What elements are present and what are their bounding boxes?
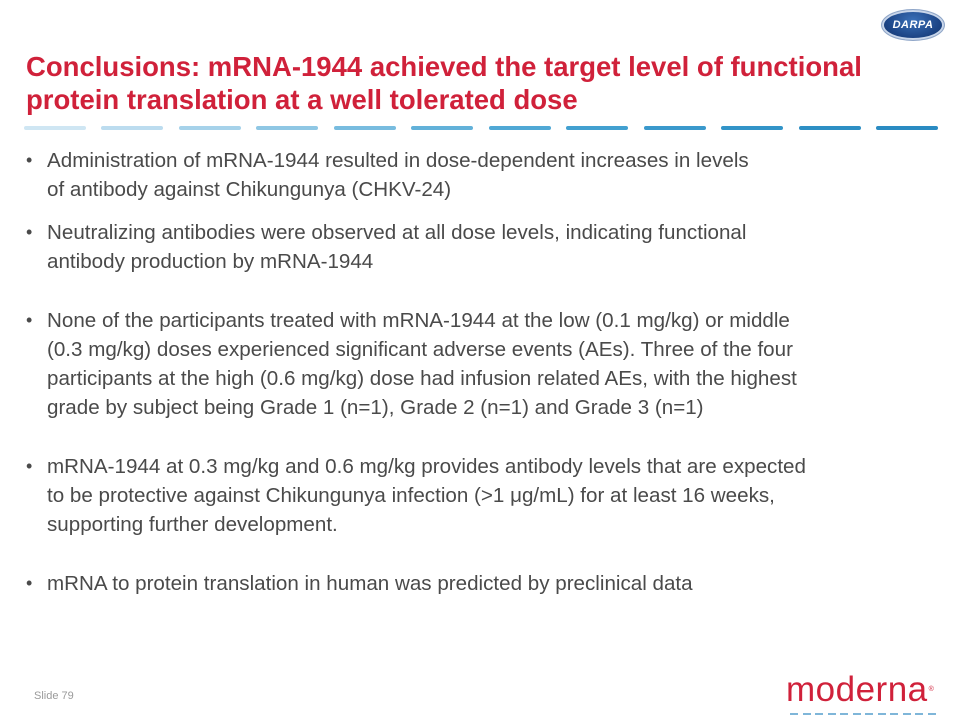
divider-dash — [256, 126, 318, 130]
bullet-item — [24, 452, 936, 539]
underline-dash — [828, 713, 836, 715]
bullet-text-line: Administration of mRNA-1944 resulted in dose-dependent increases in levels — [47, 149, 749, 172]
bullet-text — [47, 306, 936, 422]
underline-dash — [928, 713, 936, 715]
bullet-text-line: to be protective against Chikungunya infection (>1 μg/mL) for at least 16 weeks, — [47, 484, 775, 507]
underline-dash — [815, 713, 823, 715]
moderna-logo — [786, 672, 934, 708]
moderna-logo-text: moderna — [786, 670, 928, 709]
divider-dash — [876, 126, 938, 130]
slide-title-line-2: protein translation at a well tolerated dose — [26, 84, 578, 115]
bullet-text-line: mRNA to protein translation in human was predicted by preclinical data — [47, 572, 693, 595]
underline-dash — [878, 713, 886, 715]
bullet-text-line: supporting further development. — [47, 513, 338, 536]
darpa-logo — [882, 10, 944, 40]
registered-mark: ® — [928, 686, 935, 693]
bullet-text — [47, 452, 936, 539]
divider-dash — [644, 126, 706, 130]
conclusion-bullets — [24, 146, 936, 598]
bullet-item — [24, 146, 936, 204]
divider-dash — [566, 126, 628, 130]
bullet-text — [47, 146, 936, 204]
bullet-text — [47, 218, 936, 276]
slide-title-line-1: Conclusions: mRNA-1944 achieved the target level of functional — [26, 51, 862, 82]
bullet-text-line: Neutralizing antibodies were observed at all dose levels, indicating functional — [47, 221, 747, 244]
bullet-item — [24, 569, 936, 598]
divider-dash — [334, 126, 396, 130]
bullet-text-line: None of the participants treated with mRNA-1944 at the low (0.1 mg/kg) or middle — [47, 309, 790, 332]
slide-title — [26, 50, 946, 116]
underline-dash — [803, 713, 811, 715]
divider-dash — [24, 126, 86, 130]
underline-dash — [790, 713, 798, 715]
slide-number: Slide 79 — [34, 690, 74, 702]
bullet-text-line: participants at the high (0.6 mg/kg) dose had infusion related AEs, with the highest — [47, 367, 797, 390]
bullet-text-line: (0.3 mg/kg) doses experienced significant adverse events (AEs). Three of the four — [47, 338, 793, 361]
underline-dash — [840, 713, 848, 715]
underline-dash — [915, 713, 923, 715]
underline-dash — [853, 713, 861, 715]
divider-dash — [101, 126, 163, 130]
underline-dash — [865, 713, 873, 715]
bullet-text — [47, 569, 936, 598]
bullet-item — [24, 218, 936, 276]
title-divider — [24, 126, 938, 131]
bullet-text-line: antibody production by mRNA-1944 — [47, 250, 374, 273]
bullet-dot: • — [26, 150, 33, 170]
bullet-dot: • — [26, 573, 33, 593]
underline-dash — [903, 713, 911, 715]
bullet-text-line: of antibody against Chikungunya (CHKV-24) — [47, 178, 452, 201]
bullet-dot: • — [26, 456, 33, 476]
underline-dash — [890, 713, 898, 715]
bullet-item — [24, 306, 936, 422]
divider-dash — [411, 126, 473, 130]
bullet-dot: • — [26, 222, 33, 242]
bullet-text-line: mRNA-1944 at 0.3 mg/kg and 0.6 mg/kg provides antibody levels that are expected — [47, 455, 806, 478]
bullet-dot: • — [26, 310, 33, 330]
divider-dash — [799, 126, 861, 130]
bullet-text-line: grade by subject being Grade 1 (n=1), Grade 2 (n=1) and Grade 3 (n=1) — [47, 396, 704, 419]
divider-dash — [489, 126, 551, 130]
divider-dash — [179, 126, 241, 130]
darpa-logo-text: DARPA — [892, 19, 934, 31]
moderna-underline — [790, 713, 936, 715]
divider-dash — [721, 126, 783, 130]
